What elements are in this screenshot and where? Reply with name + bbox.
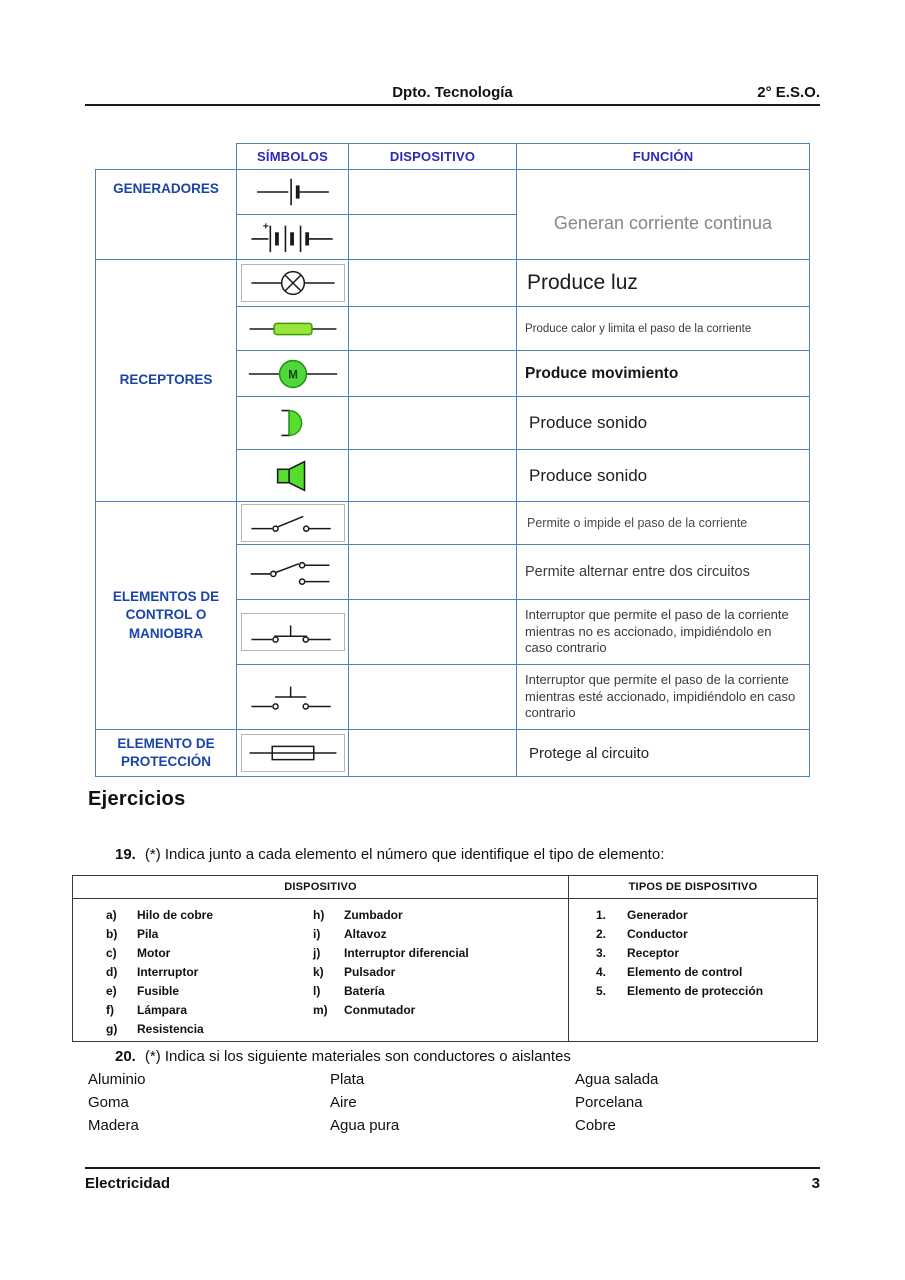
- commutator-symbol: [245, 554, 341, 590]
- exercise-20-text: (*) Indica si los siguiente materiales son conductores o aislantes: [144, 1048, 571, 1065]
- function-produce-luz: Produce luz: [517, 260, 810, 307]
- symbol-cell-battery: [237, 215, 349, 260]
- category-receptores: RECEPTORES: [95, 260, 237, 502]
- footer-title: Electricidad: [85, 1175, 171, 1192]
- device-item: [313, 944, 469, 963]
- function-conmutador: Permite alternar entre dos circuitos: [517, 545, 810, 600]
- item-label: Fusible: [137, 984, 180, 998]
- device-item: [313, 1001, 469, 1020]
- battery-symbol: [245, 220, 341, 254]
- device-item: [106, 963, 313, 982]
- material-item: Madera: [88, 1117, 139, 1134]
- ejercicios-heading: Ejercicios: [88, 788, 186, 810]
- device-cell: [349, 545, 517, 600]
- item-label: Zumbador: [344, 908, 403, 922]
- push-button-symbol: [245, 680, 341, 714]
- symbol-cell-resistor: [237, 307, 349, 351]
- ex19-devices-area: [73, 899, 568, 1041]
- device-cell: [349, 215, 517, 260]
- item-label: Conductor: [627, 927, 688, 941]
- tipo-item: [596, 906, 817, 925]
- item-label: Elemento de protección: [627, 984, 764, 998]
- ex19-table-body: [73, 899, 817, 1041]
- item-key: c): [106, 946, 117, 960]
- buzzer-symbol: [245, 405, 341, 441]
- exercise-19-text: (*) Indica junto a cada elemento el número que identifique el tipo de elemento:: [144, 846, 665, 863]
- item-label: Hilo de cobre: [137, 908, 214, 922]
- item-key: m): [313, 1003, 328, 1017]
- device-cell: [349, 502, 517, 545]
- column-header-funcion: FUNCIÓN: [517, 143, 810, 170]
- device-cell: [349, 260, 517, 307]
- symbol-cell-commutator: [237, 545, 349, 600]
- item-label: Resistencia: [137, 1022, 204, 1036]
- fuse-symbol: [241, 734, 345, 772]
- item-label: Elemento de control: [627, 965, 743, 979]
- device-item: [106, 1020, 313, 1039]
- item-label: Motor: [137, 946, 171, 960]
- device-item: [313, 906, 469, 925]
- function-produce-calor: Produce calor y limita el paso de la corriente: [517, 307, 810, 351]
- item-key: j): [313, 946, 321, 960]
- device-item: [106, 944, 313, 963]
- material-item: Plata: [330, 1071, 365, 1088]
- item-key: g): [106, 1022, 118, 1036]
- symbol-cell-speaker: [237, 450, 349, 502]
- function-produce-movimiento: Produce movimiento: [517, 351, 810, 397]
- item-label: Generador: [627, 908, 688, 922]
- item-key: 1.: [596, 908, 607, 922]
- speaker-symbol: [245, 458, 341, 494]
- tipo-item: [596, 944, 817, 963]
- material-item: Cobre: [575, 1117, 616, 1134]
- item-key: a): [106, 908, 117, 922]
- material-item: Agua pura: [330, 1117, 400, 1134]
- item-label: Altavoz: [344, 927, 387, 941]
- device-item: [313, 963, 469, 982]
- category-elemento-proteccion: ELEMENTO DE PROTECCIÓN: [95, 730, 237, 777]
- ex19-tipos-area: [568, 899, 817, 1041]
- device-cell: [349, 351, 517, 397]
- item-label: Interruptor: [137, 965, 199, 979]
- device-cell: [349, 600, 517, 665]
- device-cell: [349, 665, 517, 730]
- item-label: Interruptor diferencial: [344, 946, 469, 960]
- exercise-19-table: [72, 875, 818, 1042]
- tipo-item: [596, 963, 817, 982]
- material-item: Aire: [330, 1094, 357, 1111]
- push-switch-nc-symbol: [241, 613, 345, 651]
- item-key: 4.: [596, 965, 607, 979]
- symbol-cell-switch: [237, 502, 349, 545]
- device-cell: [349, 307, 517, 351]
- item-key: e): [106, 984, 117, 998]
- item-key: b): [106, 927, 118, 941]
- symbol-cell-lamp: [237, 260, 349, 307]
- ex19-header-dispositivo: DISPOSITIVO: [284, 881, 357, 893]
- item-key: 5.: [596, 984, 607, 998]
- item-label: Conmutador: [344, 1003, 416, 1017]
- item-label: Pila: [137, 927, 159, 941]
- function-pulsador-na: Interruptor que permite el paso de la corriente mientras esté accionado, impidiéndolo en caso contrario: [517, 665, 810, 730]
- header-rule: [85, 104, 820, 106]
- symbol-cell-motor: [237, 351, 349, 397]
- material-item: Agua salada: [575, 1071, 659, 1088]
- material-item: Goma: [88, 1094, 129, 1111]
- symbol-cell-battery-cell: [237, 170, 349, 215]
- item-label: Pulsador: [344, 965, 396, 979]
- header-course: 2° E.S.O.: [757, 84, 820, 101]
- device-item: [106, 982, 313, 1001]
- material-item: Aluminio: [88, 1071, 146, 1088]
- page-footer: [85, 1175, 820, 1192]
- ex19-table-header: [73, 876, 817, 899]
- item-label: Receptor: [627, 946, 680, 960]
- item-label: Batería: [344, 984, 385, 998]
- item-key: d): [106, 965, 118, 979]
- device-list-a: [73, 906, 313, 1041]
- symbol-cell-fuse: [237, 730, 349, 777]
- lamp-symbol: [241, 264, 345, 302]
- exercise-20: [115, 1048, 571, 1065]
- svg-text:M: M: [287, 368, 298, 381]
- symbol-cell-push-button: [237, 665, 349, 730]
- motor-symbol: [245, 356, 341, 392]
- symbols-function-table: [95, 143, 810, 777]
- tipo-item: [596, 982, 817, 1001]
- tipos-list: [596, 906, 817, 1001]
- header-department: Dpto. Tecnología: [392, 84, 513, 101]
- item-key: 2.: [596, 927, 607, 941]
- battery-cell-symbol: [245, 175, 341, 209]
- item-key: l): [313, 984, 321, 998]
- function-protege: Protege al circuito: [517, 730, 810, 777]
- svg-text:+: +: [262, 221, 269, 233]
- device-item: [106, 925, 313, 944]
- device-item: [313, 925, 469, 944]
- device-item: [106, 1001, 313, 1020]
- device-cell: [349, 450, 517, 502]
- table-corner-cell: [95, 143, 237, 170]
- tipo-item: [596, 925, 817, 944]
- item-key: k): [313, 965, 324, 979]
- column-header-dispositivo: DISPOSITIVO: [349, 143, 517, 170]
- symbol-cell-buzzer: [237, 397, 349, 450]
- item-label: Lámpara: [137, 1003, 188, 1017]
- exercise-19: [115, 846, 664, 863]
- device-cell: [349, 397, 517, 450]
- exercise-19-number: 19.: [115, 846, 136, 863]
- item-key: f): [106, 1003, 114, 1017]
- column-header-simbolos: SÍMBOLOS: [237, 143, 349, 170]
- page-number: 3: [811, 1175, 820, 1192]
- category-elementos-control: ELEMENTOS DE CONTROL O MANIOBRA: [95, 502, 237, 730]
- device-cell: [349, 730, 517, 777]
- material-item: Porcelana: [575, 1094, 643, 1111]
- category-generadores: GENERADORES: [95, 170, 237, 260]
- materials-grid: [88, 1071, 795, 1134]
- function-produce-sonido-1: Produce sonido: [517, 397, 810, 450]
- function-interruptor: Permite o impide el paso de la corriente: [517, 502, 810, 545]
- device-item: [313, 982, 469, 1001]
- exercise-20-number: 20.: [115, 1048, 136, 1065]
- item-key: 3.: [596, 946, 607, 960]
- item-key: h): [313, 908, 325, 922]
- switch-symbol: [241, 504, 345, 542]
- resistor-symbol: [245, 312, 341, 346]
- function-produce-sonido-2: Produce sonido: [517, 450, 810, 502]
- footer-rule: [85, 1167, 820, 1169]
- ex19-header-tipos: TIPOS DE DISPOSITIVO: [568, 876, 817, 898]
- item-key: i): [313, 927, 321, 941]
- device-cell: [349, 170, 517, 215]
- function-pulsador-nc: Interruptor que permite el paso de la corriente mientras no es accionado, impidiéndolo en caso contrario: [517, 600, 810, 665]
- device-list-b: [313, 906, 469, 1041]
- device-item: [106, 906, 313, 925]
- symbol-cell-push-switch-nc: [237, 600, 349, 665]
- function-generadores: Generan corriente continua: [517, 170, 810, 260]
- page-header: [85, 84, 820, 102]
